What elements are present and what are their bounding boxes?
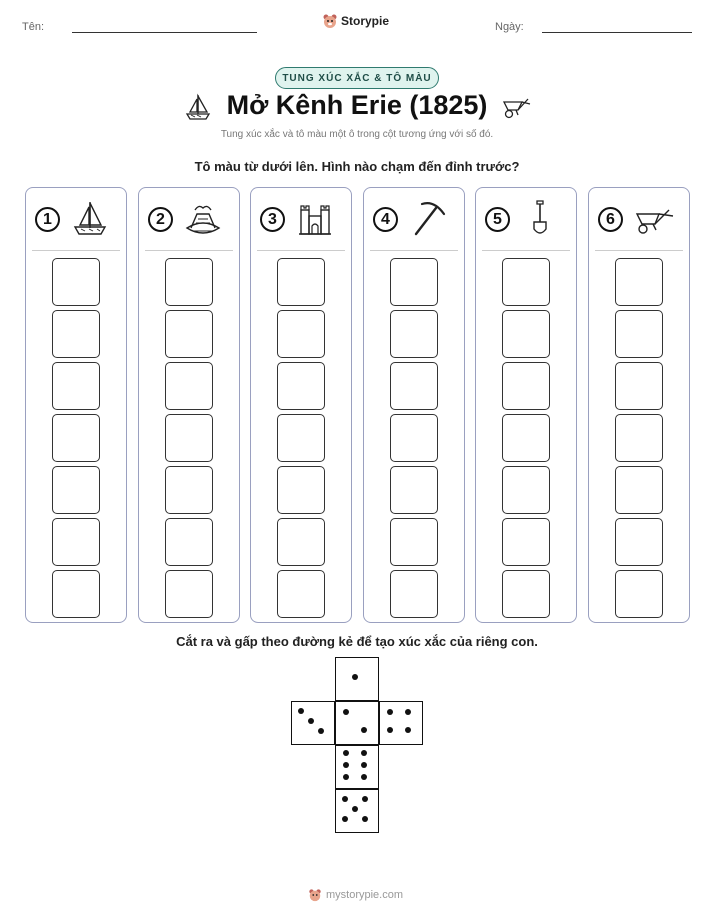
wheelbarrow-icon: [633, 198, 675, 243]
column-header: [476, 188, 576, 250]
color-box[interactable]: [615, 414, 663, 462]
die-face-2: [335, 701, 379, 745]
color-box[interactable]: [502, 518, 550, 566]
die-pip: [352, 806, 358, 812]
color-box[interactable]: [277, 258, 325, 306]
cut-instruction: Cắt ra và gấp theo đường kẻ để tạo xúc xắc của riêng con.: [176, 634, 538, 649]
shovel-icon: [520, 198, 560, 243]
divider: [145, 250, 233, 251]
die-pip: [361, 727, 367, 733]
brand-logo: [322, 13, 389, 29]
color-box[interactable]: [502, 414, 550, 462]
die-pip: [318, 728, 324, 734]
die-pip: [298, 708, 304, 714]
die-pip: [362, 816, 368, 822]
die-face-4: [379, 701, 423, 745]
column-header: [26, 188, 126, 250]
color-box[interactable]: [502, 570, 550, 618]
color-box[interactable]: [277, 310, 325, 358]
die-pip: [343, 709, 349, 715]
color-box[interactable]: [615, 518, 663, 566]
die-face-6: [335, 745, 379, 789]
column-number: 6: [598, 207, 623, 232]
color-box[interactable]: [165, 310, 213, 358]
color-box[interactable]: [165, 466, 213, 514]
divider: [32, 250, 120, 251]
die-face-5: [335, 789, 379, 833]
color-box[interactable]: [277, 466, 325, 514]
color-box[interactable]: [615, 570, 663, 618]
die-pip: [387, 709, 393, 715]
activity-badge: TUNG XÚC XẮC & TÔ MÀU: [275, 67, 439, 89]
divider: [370, 250, 458, 251]
dice-column-5: [475, 187, 577, 623]
color-box[interactable]: [502, 310, 550, 358]
die-face-1: [335, 657, 379, 701]
color-box[interactable]: [52, 414, 100, 462]
column-header: [251, 188, 351, 250]
color-box[interactable]: [390, 570, 438, 618]
color-box[interactable]: [390, 414, 438, 462]
canal-lock-icon: [183, 198, 223, 243]
color-box[interactable]: [165, 414, 213, 462]
bear-logo-icon: [308, 888, 322, 902]
color-box[interactable]: [277, 518, 325, 566]
die-face-3: [291, 701, 335, 745]
die-pip: [387, 727, 393, 733]
page-title: Mở Kênh Erie (1825): [226, 90, 488, 120]
color-box[interactable]: [390, 518, 438, 566]
color-box[interactable]: [52, 258, 100, 306]
date-line[interactable]: [542, 32, 692, 33]
divider: [482, 250, 570, 251]
name-line[interactable]: [72, 32, 257, 33]
die-pip: [405, 727, 411, 733]
column-header: [364, 188, 464, 250]
color-box[interactable]: [615, 258, 663, 306]
dice-column-1: [25, 187, 127, 623]
die-pip: [343, 750, 349, 756]
dice-column-4: [363, 187, 465, 623]
column-header: [589, 188, 689, 250]
color-box[interactable]: [390, 466, 438, 514]
color-box[interactable]: [277, 414, 325, 462]
color-box[interactable]: [615, 466, 663, 514]
divider: [257, 250, 345, 251]
column-number: 5: [485, 207, 510, 232]
color-box[interactable]: [52, 310, 100, 358]
color-box[interactable]: [390, 310, 438, 358]
color-box[interactable]: [502, 466, 550, 514]
coloring-instruction: Tô màu từ dưới lên. Hình nào chạm đến đỉnh trước?: [194, 159, 520, 174]
dice-column-6: [588, 187, 690, 623]
die-pip: [342, 796, 348, 802]
column-header: [139, 188, 239, 250]
color-box[interactable]: [52, 466, 100, 514]
castle-icon: [295, 198, 335, 243]
color-box[interactable]: [277, 570, 325, 618]
sailboat-icon: [70, 198, 110, 243]
die-pip: [342, 816, 348, 822]
die-pip: [362, 796, 368, 802]
die-pip: [352, 674, 358, 680]
color-box[interactable]: [165, 362, 213, 410]
column-number: 2: [148, 207, 173, 232]
dice-column-2: [138, 187, 240, 623]
wheelbarrow-icon: [500, 93, 532, 121]
die-pip: [361, 750, 367, 756]
die-pip: [361, 762, 367, 768]
color-box[interactable]: [52, 362, 100, 410]
bear-logo-icon: [322, 13, 338, 29]
color-box[interactable]: [52, 518, 100, 566]
die-pip: [308, 718, 314, 724]
page-subtitle: Tung xúc xắc và tô màu một ô trong cột tương ứng với số đó.: [220, 129, 494, 140]
column-number: 4: [373, 207, 398, 232]
die-pip: [343, 762, 349, 768]
column-number: 3: [260, 207, 285, 232]
brand-name: Storypie: [341, 14, 390, 28]
color-box[interactable]: [165, 518, 213, 566]
color-box[interactable]: [390, 362, 438, 410]
color-box[interactable]: [615, 362, 663, 410]
pickaxe-icon: [408, 198, 448, 243]
date-label: Ngày:: [495, 21, 524, 33]
dice-column-3: [250, 187, 352, 623]
die-pip: [405, 709, 411, 715]
column-number: 1: [35, 207, 60, 232]
color-box[interactable]: [390, 258, 438, 306]
color-box[interactable]: [615, 310, 663, 358]
color-box[interactable]: [502, 258, 550, 306]
color-box[interactable]: [165, 570, 213, 618]
die-pip: [361, 774, 367, 780]
color-box[interactable]: [277, 362, 325, 410]
die-pip: [343, 774, 349, 780]
divider: [595, 250, 683, 251]
color-box[interactable]: [165, 258, 213, 306]
footer-url: mystorypie.com: [326, 889, 404, 901]
color-box[interactable]: [52, 570, 100, 618]
footer: [308, 888, 403, 902]
name-label: Tên:: [22, 21, 45, 33]
color-box[interactable]: [502, 362, 550, 410]
